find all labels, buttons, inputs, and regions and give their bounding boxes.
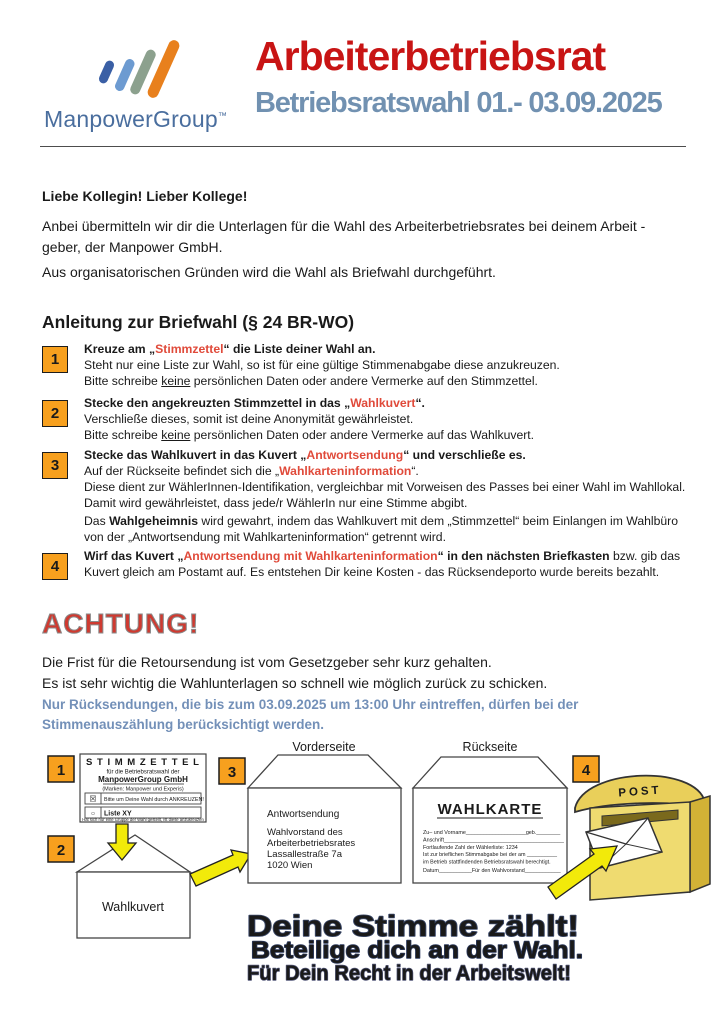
wahlkuvert-flap: [77, 835, 190, 872]
wahlkarte-field-1: Zu– und Vorname____________________geb.________: [423, 830, 561, 836]
wahlkarte-envelope: [413, 757, 567, 883]
wahlgeheimnis-line-2: von der „Antwortsendung mit Wahlkarteninformation“ getrennt wird.: [84, 530, 446, 544]
mailbox: [575, 776, 710, 900]
intro-p1-line2: geber, der Manpower GmbH.: [42, 239, 223, 255]
antwortsendung-line1: Antwortsendung: [267, 809, 340, 820]
antwortsendung-flap: [248, 755, 401, 788]
wahlkarte-field-5: im Betrieb stattfindenden Betriebsratswahl berechtigt.: [423, 859, 551, 866]
wahlkuvert-label: Wahlkuvert: [101, 900, 165, 914]
slogans: [247, 910, 583, 985]
step-1-line-3: Bitte schreibe keine persönlichen Daten oder andere Vermerke auf den Stimmzettel.: [84, 374, 538, 388]
wahlkarte-field-3: Fortlaufende Zahl der Wählerliste: 1234: [423, 844, 518, 851]
logo-trademark: ™: [217, 110, 228, 121]
crossed-box-icon: ☒: [89, 794, 97, 804]
intro-paragraph-2: [42, 262, 704, 283]
logo-bar-darkblue: [98, 59, 116, 85]
wahlkarte-flap: [413, 757, 567, 788]
wahlkarte-heading: WAHLKARTE: [437, 801, 543, 818]
diagram-step-1-number: 1: [56, 762, 66, 779]
wahlkarte-field-4: Ist zur brieflichen Stimmabgabe bei der am __________: [423, 852, 557, 859]
achtung-paragraph: [42, 652, 704, 694]
step-4-text: [84, 548, 680, 580]
step-2-text: [84, 395, 534, 443]
step-4-line-2: Kuvert gleich am Postamt auf. Es entstehen Dir keine Kosten - das Rücksendeporto wurde bereits bezahlt.: [84, 565, 660, 579]
achtung-heading: ACHTUNG!: [42, 608, 200, 639]
logo-wordmark-text: ManpowerGroup: [44, 106, 218, 132]
step-3-text: [84, 447, 685, 511]
step-2-number-badge: 2: [42, 400, 68, 427]
step-1: [42, 341, 560, 389]
step-3: [42, 447, 685, 511]
vorderseite-label: Vorderseite: [292, 740, 356, 754]
salutation: Liebe Kollegin! Lieber Kollege!: [42, 188, 248, 204]
header-divider: [40, 146, 686, 147]
wahlgeheimnis-note: [84, 513, 678, 545]
step-2-line-3: Bitte schreibe keine persönlichen Daten oder andere Vermerke auf das Wahlkuvert.: [84, 428, 535, 442]
intro-p2-line: Aus organisatorischen Gründen wird die Wahl als Briefwahl durchgeführt.: [42, 264, 496, 280]
manpowergroup-logo-icon: [72, 32, 196, 106]
step-3-line-1: Stecke das Wahlkuvert in das Kuvert „Antwortsendung“ und verschließe es.: [84, 448, 526, 462]
step-3-line-3: Diese dient zur WählerInnen-Identifikation, vergleichbar mit Vorweisen des Passes bei einer Wahl im Wahllokal.: [84, 480, 686, 494]
antwortsendung-line5: 1020 Wien: [267, 860, 313, 871]
antwortsendung-line4: Lassallestraße 7a: [267, 849, 342, 860]
manpowergroup-logo: [44, 32, 228, 133]
step-1-number-badge: 1: [42, 346, 68, 373]
antwortsendung-envelope: [248, 755, 401, 883]
stimmzettel-org: ManpowerGroup GmbH: [98, 775, 188, 784]
stimmzettel-row2-text: Liste XY: [104, 810, 132, 818]
wahlgeheimnis-line-1: Das Wahlgeheimnis wird gewahrt, indem das Wahlkuvert mit dem „Stimmzettel“ beim Einlangen im Wahlbüro: [84, 514, 678, 528]
achtung-p-line2: Es ist sehr wichtig die Wahlunterlagen so schnell wie möglich zurück zu schicken.: [42, 675, 548, 691]
intro-p1-line1: Anbei übermitteln wir dir die Unterlagen für die Wahl des Arbeiterbetriebsrates bei deinem Arbeit -: [42, 218, 646, 234]
stimmzettel-brands: (Marken: Manpower und Experis): [102, 786, 184, 793]
stimmzettel-card: [80, 754, 206, 822]
page-title: Arbeiterbetriebsrat: [255, 33, 606, 79]
wahlkarte-field-2: Anschrift________________________________________: [423, 837, 564, 844]
mailbox-side: [690, 796, 710, 892]
diagram-step-4-number: 4: [581, 762, 591, 779]
deadline-notice: [42, 695, 704, 734]
deadline-notice-line2: Stimmenauszählung berücksichtigt werden.: [42, 716, 325, 732]
step-4-line-1: Wirf das Kuvert „Antwortsendung mit Wahlkarteninformation“ in den nächsten Briefkasten bzw. gib das: [84, 549, 681, 563]
page-subtitle: Betriebsratswahl 01.- 03.09.2025: [255, 87, 662, 120]
step-3-line-4: Damit wird gewährleistet, dass jede/r WählerIn nur eine Stimme abgibt.: [84, 496, 468, 510]
logo-bar-orange: [146, 38, 181, 99]
step-4: [42, 548, 680, 580]
rueckseite-label: Rückseite: [462, 740, 518, 754]
header-titles: [255, 34, 695, 120]
stimmzettel-subtitle: für die Betriebsratswahl der: [106, 769, 180, 776]
step-3-number-badge: 3: [42, 452, 68, 479]
step-1-text: [84, 341, 560, 389]
slogan-2: Beteilige dich an der Wahl.: [251, 937, 583, 964]
stimmzettel-row1-text: Bitte um Deine Wahl durch ANKREUZEN!: [104, 797, 204, 803]
step-1-line-1: Kreuze am „Stimmzettel“ die Liste deiner Wahl an.: [84, 342, 376, 356]
deadline-notice-line1: Nur Rücksendungen, die bis zum 03.09.2025 um 13:00 Uhr eintreffen, dürfen bei der: [42, 697, 579, 712]
step-3-line-2: Auf der Rückseite befindet sich die „Wahlkarteninformation“.: [84, 464, 419, 478]
step-4-number-badge: 4: [42, 553, 68, 580]
circle-option-icon: ○: [90, 810, 96, 818]
stimmzettel-fineprint: Hat sich nur eine Gruppe der Wahl gestellt, ist diese anzukreuzen: [82, 817, 204, 822]
stimmzettel-title: S T I M M Z E T T E L: [86, 757, 200, 768]
diagram-step-3-number: 3: [227, 764, 237, 781]
arrow-right-icon: [190, 850, 251, 886]
achtung-p-line1: Die Frist für die Retoursendung ist vom Gesetzgeber sehr kurz gehalten.: [42, 654, 492, 670]
step-2: [42, 395, 534, 443]
wahlkarte-field-6: Datum___________Für den Wahlvorstand____________: [423, 868, 561, 874]
intro-paragraph-1: [42, 216, 704, 258]
wahlkuvert-envelope: [77, 835, 190, 938]
antwortsendung-line3: Arbeiterbetriebsrates: [267, 838, 356, 849]
diagram-step-2-number: 2: [56, 842, 66, 859]
slogan-3: Für Dein Recht in der Arbeitswelt!: [247, 962, 571, 985]
antwortsendung-line2: Wahlvorstand des: [267, 827, 343, 838]
anleitung-heading: Anleitung zur Briefwahl (§ 24 BR-WO): [42, 312, 355, 332]
briefwahl-diagram: [0, 738, 724, 1024]
logo-wordmark: [44, 106, 228, 133]
step-1-line-2: Steht nur eine Liste zur Wahl, so ist für eine gültige Stimmenabgabe diese anzukreuzen.: [84, 358, 560, 372]
mailbox-post-label: POST: [617, 784, 663, 800]
step-2-line-2: Verschließe dieses, somit ist deine Anonymität gewährleistet.: [84, 412, 414, 426]
step-2-line-1: Stecke den angekreuzten Stimmzettel in das „Wahlkuvert“.: [84, 396, 425, 410]
slogan-1: Deine Stimme zählt!: [247, 910, 579, 943]
